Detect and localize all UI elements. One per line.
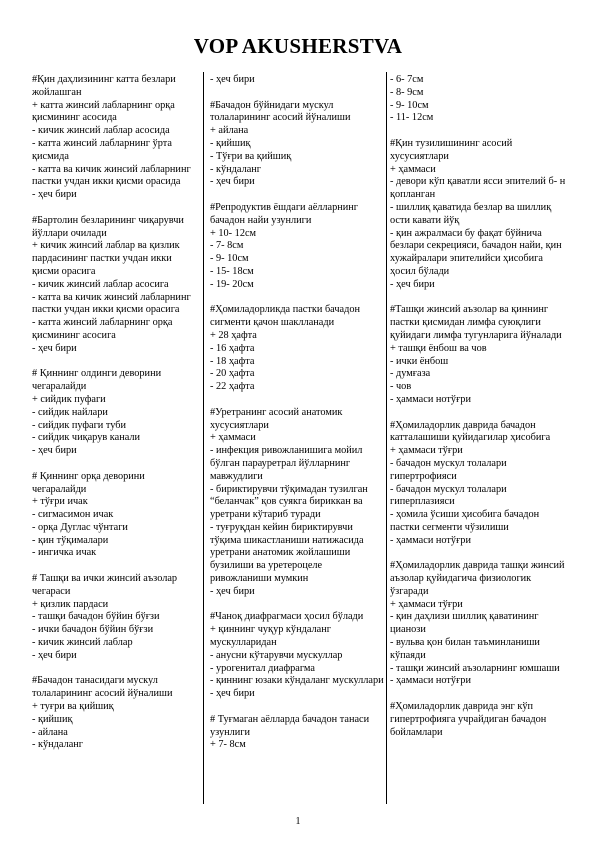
answer-option: + ҳаммаси тўғри <box>390 445 463 457</box>
answer-option: - қин ажралмаси бу фақат бўйнича безлари секрецияси, бачадон найи, қин хужайралари эпителийси ҳисобига ҳосил бўлади <box>390 227 565 277</box>
question-text: #Қин тузилишининг асосий хусусиятлари <box>390 137 515 162</box>
answer-option: - ҳеч бири <box>210 688 255 700</box>
answer-option: - ҳомила ўсиши ҳисобига бачадон пастки сегменти чўзилиши <box>390 509 542 533</box>
answer-option: - сийдик найлари <box>32 406 108 418</box>
spacer <box>32 663 197 676</box>
answer-option: - кўндаланг <box>32 739 84 751</box>
answer-option: + 10- 12см <box>210 227 257 239</box>
answer-option: - урогенитал диафрагма <box>210 662 315 674</box>
spacer <box>32 356 197 369</box>
text-column-1 <box>32 74 197 752</box>
answer-option: - 8- 9см <box>390 86 424 98</box>
question-text: #Чаноқ диафрагмаси ҳосил бўлади <box>210 611 364 623</box>
spacer <box>210 292 385 305</box>
spacer <box>390 125 568 138</box>
answer-option: - ҳеч бири <box>390 278 435 290</box>
answer-option: - сигмасимон ичак <box>32 509 114 521</box>
answer-option: - 19- 20см <box>210 278 254 290</box>
spacer <box>390 688 568 701</box>
question-text: #Ҳомиладорлик даврида энг кўп гипертрофияга учрайдиган бачадон бойламлари <box>390 701 549 738</box>
answer-option: + туғри ва қийшиқ <box>32 701 114 713</box>
answer-option: + ҳаммаси тўғри <box>390 598 463 610</box>
question-text: #Бартолин безларининг чиқарувчи йўллари очилади <box>32 214 187 239</box>
question-text: # Туғмаган аёлларда бачадон танаси узунлиги <box>210 713 372 738</box>
spacer <box>210 394 385 407</box>
column-divider <box>203 72 204 804</box>
answer-option: - ҳаммаси нотўғри <box>390 393 471 405</box>
page-number: 1 <box>295 816 301 827</box>
answer-option: - катта жинсий лабларнинг ўрта қисмида <box>32 137 175 162</box>
answer-option: - бачадон мускул толалари гипертрофияси <box>390 457 510 482</box>
answer-option: - қийшиқ <box>210 137 251 149</box>
answer-option: - орқа Дуглас чўнтаги <box>32 521 128 533</box>
answer-option: + кичик жинсий лаблар ва қизлик пардасининг пастки учдан икки қисми орасига <box>32 240 183 277</box>
question-text: #Ҳомиладорликда пастки бачадон сигменти қачон шаклланади <box>210 304 363 329</box>
answer-option: - ташқи бачадон бўйин бўғзи <box>32 611 160 623</box>
answer-option: - 22 ҳафта <box>210 381 255 393</box>
answer-option: - 6- 7см <box>390 74 424 85</box>
answer-option: - ташқи жинсий аъзоларнинг юмшаши <box>390 662 560 674</box>
answer-option: - шиллиқ қаватида безлар ва шиллиқ ости кавати йўқ <box>390 201 554 226</box>
spacer <box>390 547 568 560</box>
answer-option: - ҳеч бири <box>210 176 255 188</box>
answer-option: - инфекция ривожланишига мойил бўлган парауретрал йўлларнинг мавжудлиги <box>210 445 365 482</box>
answer-option: - ҳеч бири <box>32 649 77 661</box>
question-text: #Бачадон танасидаги мускул толаларининг асосий йўналиши <box>32 675 173 700</box>
answer-option: + сийдик пуфаги <box>32 393 106 405</box>
page-title: VOP AKUSHERSTVA <box>193 34 403 58</box>
spacer <box>32 202 197 215</box>
answer-option: - 11- 12см <box>390 112 434 124</box>
text-column-3 <box>390 74 568 739</box>
answer-option: - 18 ҳафта <box>210 355 255 367</box>
question-text: #Репродуктив ёшдаги аёлларнинг бачадон найи узунлиги <box>210 201 361 226</box>
answer-option: + 7- 8см <box>210 739 246 751</box>
answer-option: - айлана <box>32 726 68 738</box>
spacer <box>210 701 385 714</box>
answer-option: - 16 ҳафта <box>210 342 255 354</box>
answer-option: - бириктирувчи тўқимадан тузилган “беланчак” қов суякга бириккан ва уретрани кўтариб туради <box>210 483 371 521</box>
answer-option: - ҳеч бири <box>32 445 77 457</box>
answer-option: - ҳеч бири <box>32 342 77 354</box>
answer-option: - қийшиқ <box>32 713 73 725</box>
answer-option: + 28 ҳафта <box>210 329 257 341</box>
answer-option: - сийдик пуфаги туби <box>32 419 126 431</box>
spacer <box>210 189 385 202</box>
answer-option: - ҳеч бири <box>32 189 77 201</box>
answer-option: - қин тўқималари <box>32 534 109 546</box>
question-text: #Қин даҳлизининг катта безлари жойлашган <box>32 74 179 98</box>
spacer <box>210 87 385 100</box>
answer-option: - кичик жинсий лаблар <box>32 637 133 649</box>
question-text: # Қиннинг олдинги деворини чегаралайди <box>32 368 164 393</box>
question-text: #Уретранинг асосий анатомик хусусиятлари <box>210 406 345 431</box>
answer-option: - ҳаммаси нотўғри <box>390 675 471 687</box>
answer-option: - думғаза <box>390 368 431 380</box>
answer-option: - қиннинг юзаки кўндаланг мускуллари <box>210 675 384 687</box>
answer-option: + ташқи ёнбош ва чов <box>390 342 487 354</box>
answer-option: - ингичка ичак <box>32 547 97 559</box>
answer-option: - вульва қон билан таъминланиши кўпаяди <box>390 637 543 661</box>
answer-option: - қин даҳлизи шиллиқ қаватининг цианози <box>390 611 542 636</box>
answer-option: - сийдик чиқарув канали <box>32 432 141 444</box>
question-text: #Ташқи жинсий аъзолар ва қиннинг пастки қисмидан лимфа суюқлиги қуйидаги лимфа тугунларига йўналади <box>390 304 562 341</box>
answer-option: - 7- 8см <box>210 240 244 252</box>
answer-option: - ҳеч бири <box>210 74 255 85</box>
answer-option: + ҳаммаси <box>210 432 256 444</box>
question-text: #Ҳомиладорлик даврида бачадон катталашиши қуйидагилар ҳисобига <box>390 419 551 444</box>
answer-option: - катта ва кичик жинсий лабларнинг пастки учдан икки қисми орасига <box>32 291 194 316</box>
answer-option: - Тўғри ва қийшиқ <box>210 150 292 162</box>
answer-option: - кичик жинсий лаблар асосида <box>32 125 170 137</box>
answer-option: - катта ва кичик жинсий лабларнинг пастки учдан икки қисми орасида <box>32 163 194 188</box>
answer-option: - кичик жинсий лаблар асосига <box>32 278 169 290</box>
answer-option: + айлана <box>210 125 249 137</box>
answer-option: + қиннинг чуқур кўндаланг мускулларидан <box>210 624 334 649</box>
spacer <box>32 458 197 471</box>
answer-option: - 9- 10см <box>210 253 249 265</box>
spacer <box>210 599 385 612</box>
spacer <box>390 407 568 420</box>
answer-option: - ички бачадон бўйин бўғзи <box>32 624 154 636</box>
answer-option: + катта жинсий лабларнинг орқа қисмининг асосида <box>32 99 178 124</box>
answer-option: - ички ёнбош <box>390 355 449 367</box>
spacer <box>390 292 568 305</box>
column-divider <box>386 72 387 804</box>
answer-option: + қизлик пардаси <box>32 598 109 610</box>
answer-option: - 20 ҳафта <box>210 368 255 380</box>
answer-option: - бачадон мускул толалари гиперплазияси <box>390 483 510 508</box>
answer-option: + тўғри ичак <box>32 496 88 508</box>
answer-option: - анусни кўтарувчи мускуллар <box>210 649 343 661</box>
question-text: # Қиннинг орқа деворини чегаралайди <box>32 470 148 495</box>
question-text: # Ташқи ва ички жинсий аъзолар чегараси <box>32 573 180 597</box>
text-column-2 <box>210 74 385 752</box>
answer-option: - 9- 10см <box>390 99 429 111</box>
answer-option: - катта жинсий лабларнинг орқа қисмининг асосига <box>32 317 176 341</box>
answer-option: + ҳаммаси <box>390 163 436 175</box>
answer-option: - кўндаланг <box>210 163 262 175</box>
question-text: #Ҳомиладорлик даврида ташқи жинсий аъзолар қуйидагича физиологик ўзгаради <box>390 560 568 597</box>
answer-option: - туғруқдан кейин бириктирувчи тўқима шикастланиши натижасида уретрани анатомик жойлашиши бузилиши ва уретероцеле ривожланиши мумкин <box>210 521 367 585</box>
answer-option: - ҳеч бири <box>210 585 255 597</box>
answer-option: - ҳаммаси нотўғри <box>390 534 471 546</box>
answer-option: - 15- 18см <box>210 265 254 277</box>
question-text: #Бачадон бўйнидаги мускул толаларининг асосий йўналиши <box>210 99 351 124</box>
answer-option: - чов <box>390 381 412 393</box>
answer-option: - девори кўп қаватли ясси эпителий б- н қопланган <box>390 176 568 201</box>
spacer <box>32 560 197 573</box>
